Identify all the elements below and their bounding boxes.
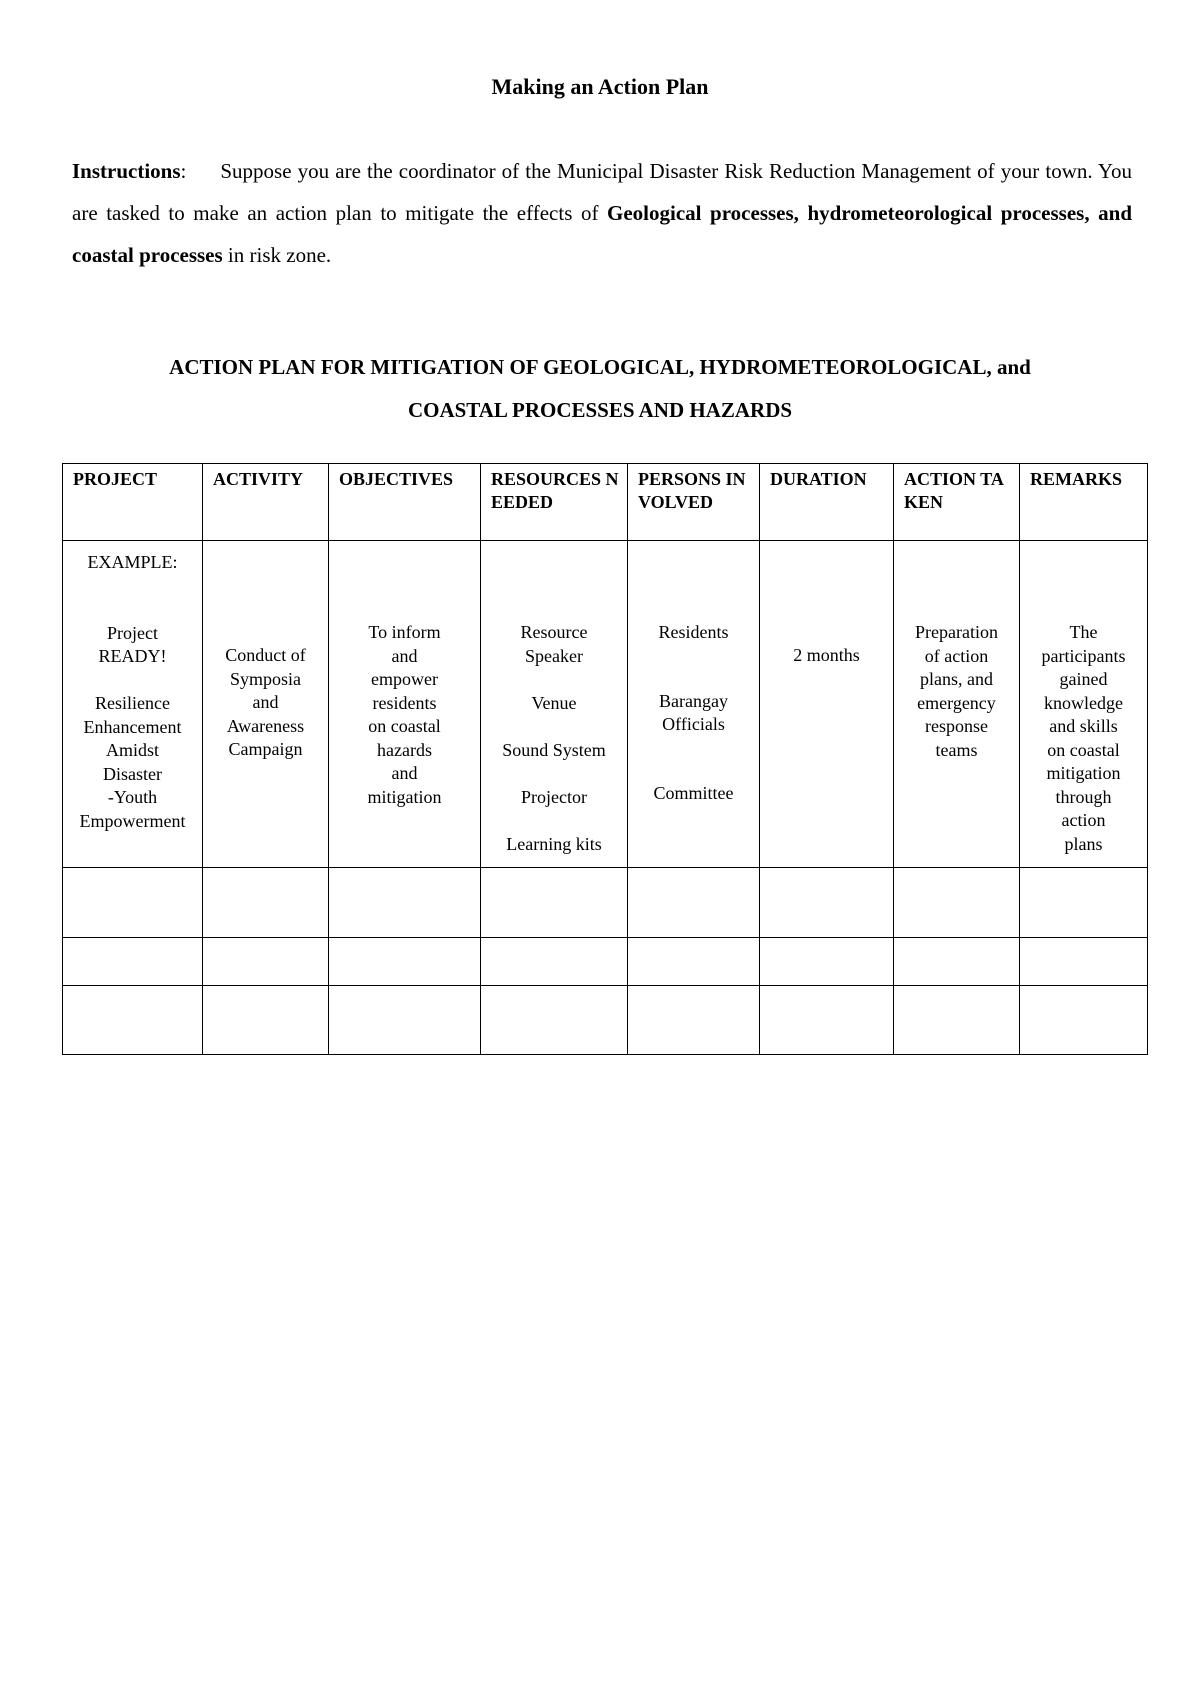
instructions-label: Instructions xyxy=(72,159,181,183)
blank-cell[interactable] xyxy=(628,986,760,1055)
header-project: PROJECT xyxy=(63,464,203,541)
example-activity xyxy=(203,644,328,762)
cell-line: Preparation xyxy=(915,622,998,642)
blank-cell[interactable] xyxy=(1020,938,1148,986)
action-plan-table xyxy=(62,463,1148,1055)
cell-line xyxy=(483,809,625,833)
blank-cell[interactable] xyxy=(894,868,1020,938)
header-persons-involved: PERSONS INVOLVED xyxy=(628,464,760,541)
cell-line: Empowerment xyxy=(79,810,186,831)
cell-line: Enhancement xyxy=(83,716,182,737)
cell-line: gained xyxy=(1059,669,1108,689)
header-action-taken: ACTION TAKEN xyxy=(894,464,1020,541)
blank-cell[interactable] xyxy=(760,938,894,986)
table-row-example xyxy=(63,541,1148,868)
instructions-paragraph xyxy=(72,150,1132,276)
cell-persons-involved xyxy=(628,541,760,868)
blank-cell[interactable] xyxy=(894,938,1020,986)
cell-line: Projector xyxy=(521,786,587,807)
header-objectives: OBJECTIVES xyxy=(329,464,481,541)
cell-line: Project xyxy=(107,622,158,643)
blank-cell[interactable] xyxy=(203,986,329,1055)
table-header-row xyxy=(63,464,1148,541)
table-row-blank xyxy=(63,986,1148,1055)
instructions-text-1: Suppose you are the coordinator of the Municipal Disaster Risk Reduction Management of your town. You are tasked to make an action plan to mitigate the effects of xyxy=(72,159,1132,225)
blank-cell[interactable] xyxy=(628,938,760,986)
action-plan-title-line-2: COASTAL PROCESSES AND HAZARDS xyxy=(407,398,793,422)
cell-line: Residents xyxy=(658,622,729,642)
cell-line xyxy=(630,644,757,667)
cell-line xyxy=(483,715,625,739)
cell-line: Conduct of xyxy=(225,645,306,665)
blank-cell[interactable] xyxy=(329,868,481,938)
cell-line: 2 months xyxy=(793,645,860,665)
table-row-blank xyxy=(63,938,1148,986)
page-title: Making an Action Plan xyxy=(491,74,709,99)
cell-line: Officials xyxy=(662,714,725,734)
cell-line: through xyxy=(1055,786,1112,807)
cell-resources-needed xyxy=(481,541,628,868)
cell-line xyxy=(630,759,757,782)
cell-line: knowledge xyxy=(1044,692,1123,713)
blank-cell[interactable] xyxy=(329,986,481,1055)
cell-line: plans xyxy=(1064,833,1103,854)
example-action-taken xyxy=(894,621,1019,762)
blank-cell[interactable] xyxy=(1020,986,1148,1055)
cell-remarks xyxy=(1020,541,1148,868)
example-remarks xyxy=(1020,621,1147,856)
cell-line: Symposia xyxy=(229,668,301,689)
cell-project xyxy=(63,541,203,868)
cell-line: mitigation xyxy=(367,786,442,807)
blank-cell[interactable] xyxy=(1020,868,1148,938)
cell-line: plans, and xyxy=(920,669,993,689)
cell-line: -Youth xyxy=(107,787,158,807)
cell-line: Awareness xyxy=(226,715,305,736)
cell-line: and xyxy=(252,692,279,712)
table-row-blank xyxy=(63,868,1148,938)
cell-line: Learning kits xyxy=(506,833,602,854)
cell-line xyxy=(483,762,625,786)
header-activity: ACTIVITY xyxy=(203,464,329,541)
blank-cell[interactable] xyxy=(894,986,1020,1055)
example-project xyxy=(63,622,202,834)
cell-duration xyxy=(760,541,894,868)
header-duration: DURATION xyxy=(760,464,894,541)
cell-line: and xyxy=(391,645,418,666)
cell-line: on coastal xyxy=(368,716,441,736)
cell-line: The xyxy=(1069,622,1098,642)
cell-objectives xyxy=(329,541,481,868)
cell-line: Venue xyxy=(531,692,577,713)
cell-line: and xyxy=(391,763,418,783)
cell-line xyxy=(65,669,200,693)
cell-line: READY! xyxy=(98,646,167,666)
cell-line: To inform xyxy=(368,622,441,642)
cell-line: emergency xyxy=(917,692,996,713)
cell-line: action xyxy=(1061,810,1106,830)
cell-line: Speaker xyxy=(525,645,583,666)
cell-activity xyxy=(203,541,329,868)
cell-line: Resilience xyxy=(95,693,170,713)
blank-cell[interactable] xyxy=(329,938,481,986)
example-label: EXAMPLE: xyxy=(87,552,178,572)
cell-line: Resource xyxy=(520,622,588,642)
cell-line xyxy=(483,668,625,692)
cell-line: Campaign xyxy=(228,739,303,759)
blank-cell[interactable] xyxy=(203,868,329,938)
action-plan-title-line-1: ACTION PLAN FOR MITIGATION OF GEOLOGICAL, HYDROMETEOROLOGICAL, and xyxy=(169,355,1031,379)
blank-cell[interactable] xyxy=(63,986,203,1055)
example-duration xyxy=(760,644,893,668)
example-resources xyxy=(481,621,627,856)
cell-line: of action xyxy=(924,645,989,666)
blank-cell[interactable] xyxy=(63,868,203,938)
instructions-colon: : xyxy=(180,159,187,183)
cell-line: Sound System xyxy=(502,739,606,760)
cell-line: Amidst xyxy=(105,740,159,760)
cell-action-taken xyxy=(894,541,1020,868)
blank-cell[interactable] xyxy=(203,938,329,986)
cell-line: Barangay xyxy=(659,691,728,711)
cell-line: hazards xyxy=(377,739,432,760)
action-plan-title xyxy=(60,346,1140,432)
cell-line: on coastal xyxy=(1047,739,1120,760)
instructions-text-2: in risk zone. xyxy=(222,243,332,267)
cell-line: and skills xyxy=(1049,716,1118,736)
example-persons xyxy=(628,621,759,805)
cell-line: teams xyxy=(935,739,978,760)
blank-cell[interactable] xyxy=(760,986,894,1055)
instructions-bold-text: Geological processes, hydrometeorological processes, and coastal processes xyxy=(72,201,1132,267)
cell-line: Disaster xyxy=(103,763,162,784)
blank-cell[interactable] xyxy=(63,938,203,986)
cell-line: empower xyxy=(371,669,438,689)
cell-line: response xyxy=(925,716,988,736)
blank-cell[interactable] xyxy=(481,938,628,986)
header-remarks: REMARKS xyxy=(1020,464,1148,541)
cell-line: residents xyxy=(372,692,437,713)
example-objectives xyxy=(329,621,480,809)
cell-line: Committee xyxy=(653,783,734,803)
blank-cell[interactable] xyxy=(481,868,628,938)
blank-cell[interactable] xyxy=(481,986,628,1055)
blank-cell[interactable] xyxy=(760,868,894,938)
cell-line: mitigation xyxy=(1046,763,1121,783)
cell-line: participants xyxy=(1041,645,1126,666)
cell-line xyxy=(630,667,757,690)
cell-line xyxy=(630,736,757,759)
blank-cell[interactable] xyxy=(628,868,760,938)
header-resources-needed: RESOURCES NEEDED xyxy=(481,464,628,541)
